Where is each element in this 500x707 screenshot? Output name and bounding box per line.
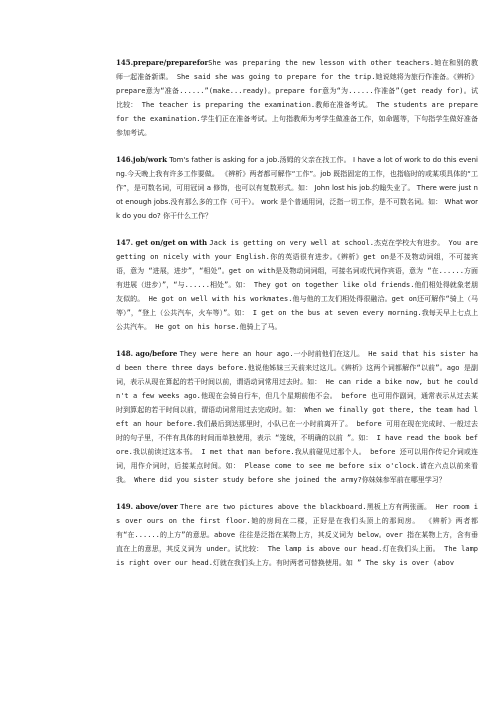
entry-headword: 148. ago/before bbox=[116, 349, 178, 358]
entry-145 bbox=[116, 56, 478, 140]
entry-paragraph bbox=[116, 56, 478, 140]
entry-146 bbox=[116, 153, 478, 223]
entry-body: Tom's father is asking for a job.汤姆的父亲在找工作。 I have a lot of work to do this evening.今天晚上我有许多工作要做。 《辨析》两者都可解作“工作”。job 既指固定的工作，也指临时的或某项具体的“工作”，是可数名词，可用冠词 a 修饰，也可以有复数形式。如： John lost his job.约翰失业了。 There were just not enough jobs.没有那么多的工作（可干）。 work 是个普通用词，泛指一切工作，是不可数名词。如： What work do you do? 你干什么工作？ bbox=[116, 156, 478, 220]
entry-headword: 145.prepare/preparefor bbox=[116, 58, 209, 67]
entry-headword: 147. get on/get on with bbox=[116, 238, 208, 247]
entry-body: Jack is getting on very well at school.杰克在学校大有进步。 You are getting on nicely with your English.你的英语很有进步。《辨析》get on是不及物动词组，不可接宾语，意为 “进展，进步”，“相处”。get on with是及物动词词组，可接名词或代词作宾语，意为 “在......方面有进展（进步）”，“与......相处”。如： They got on together like old friends.他们相处得就象老朋友似的。 He got on well with his workmates.他与他的工友们相处得很融洽。get on还可解作“骑上（马等）”，“登上（公共汽车，火车等）”。如： I get on the bus at seven every morning.我每天早上七点上公共汽车。 He got on his horse.他骑上了马。 bbox=[116, 239, 479, 331]
entry-paragraph bbox=[116, 500, 478, 570]
entry-paragraph bbox=[116, 153, 478, 223]
entry-paragraph bbox=[116, 347, 478, 487]
entry-body: They were here an hour ago.一小时前他们在这儿。 He said that his sister had been there three days before.他说他姊妹三天前来过这儿。《辨析》这两个词都解作“以前”。ago 是副词，表示从现在算起的若干时间以前，谓语动词常用过去时。如： He can ride a bike now, but he couldn't a few weeks ago.他现在会骑自行车，但几个星期前他不会。 before 也可用作副词，通常表示从过去某时到算起的若干时间以前，谓语动词常用过去完成时。如： When we finally got there, the team had left an hour before.我们最后到达那里时，小队已在一小时前离开了。 before 可用在现在完成时、一般过去时的句子里，不伴有具体的时间而单独使用，表示 “笼统，不明确的以前 ”。如： I have read the book before.我以前读过这本书。 I met that man before.我从前碰见过那个人。 before 还可以用作传记介词或连词，用作介词时，后接某点时间。如： Please come to see me before six o'clock.请在六点以前来看我。 Where did you sister study before she joined the army?你妹妹参军前在哪里学习？ bbox=[116, 350, 479, 484]
entry-149 bbox=[116, 500, 478, 570]
entry-headword: 146.job/work bbox=[116, 155, 167, 164]
document-page bbox=[116, 56, 478, 583]
entry-148 bbox=[116, 347, 478, 487]
entry-147 bbox=[116, 236, 478, 334]
entry-body: She was preparing the new lesson with other teachers.她在和别的教师一起准备新课。 She said she was going to prepare for the trip.她说她将为旅行作准备。《辨析》prepare意为“准备......”(make...ready)。prepare for意为“为......作准备”(get ready for)。试比较： The teacher is preparing the examination.教师在准备考试。 The students are prepare for the examination.学生们正在准备考试。上句指教师为考学生做准备工作，如命题等，下句指学生做好准备参加考试。 bbox=[116, 59, 478, 137]
entry-paragraph bbox=[116, 236, 478, 334]
entry-headword: 149. above/over bbox=[116, 502, 178, 511]
entry-body: There are two pictures above the blackboard.黑板上方有两张画。 Her room is over ours on the first floor.她的房间在二楼，正好是在我们头顶上的那间房。 《辨析》两者都有“在......的上方”的意思。above 往往是泛指在某物上方，其反义词为 below。over 指在某物上方，含有垂直在上的意思，其反义词为 under。试比较： The lamp is above our head.灯在我们头上面。 The lamp is right over our head.灯就在我们头上方。有时两者可替换使用。如 ” The sky is over (abov bbox=[116, 503, 478, 567]
